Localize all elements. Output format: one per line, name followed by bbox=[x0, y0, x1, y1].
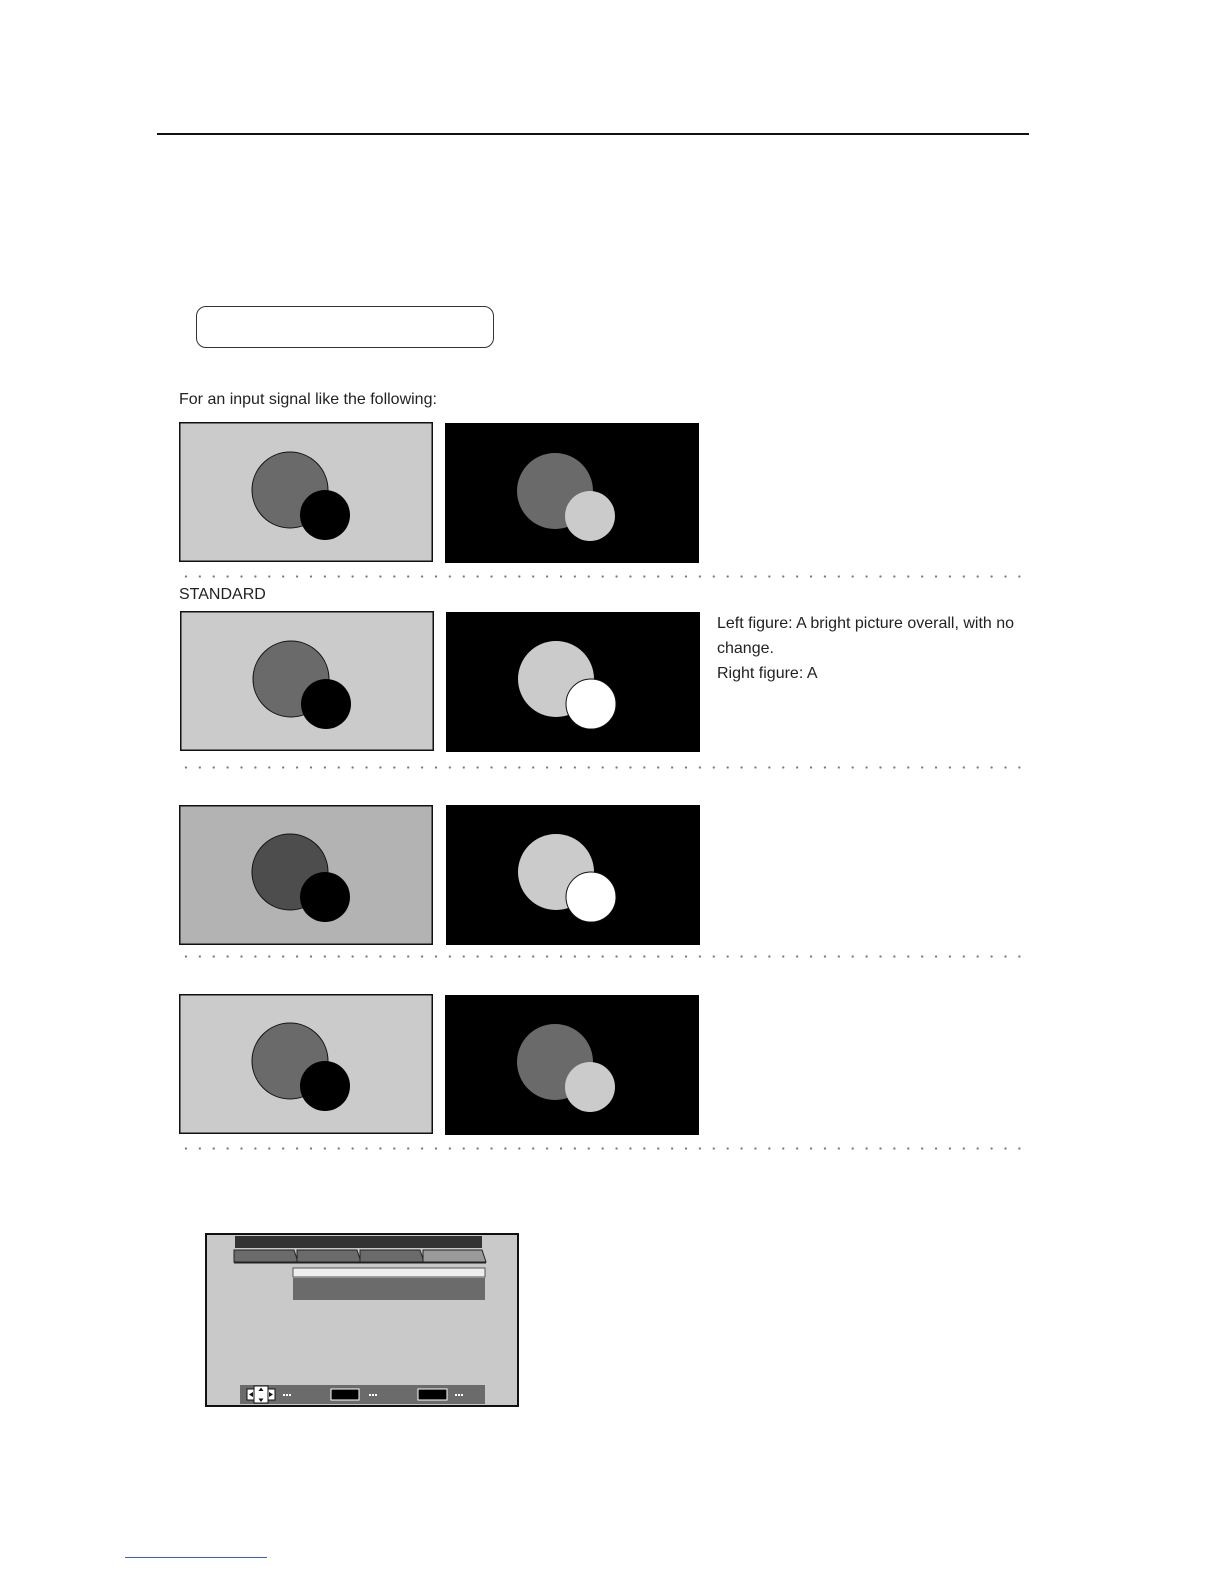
input-dark-picture bbox=[445, 423, 699, 563]
standard-bright-picture bbox=[180, 611, 434, 751]
osd-bottom-bar bbox=[240, 1385, 485, 1404]
heading-label-box bbox=[196, 306, 494, 348]
osd-row-highlight bbox=[293, 1268, 485, 1277]
standard-description bbox=[717, 611, 1037, 686]
footer-link-underline[interactable] bbox=[125, 1557, 267, 1558]
dotted-separator bbox=[179, 1147, 1031, 1150]
description-line: Left figure: A bright picture overall, with no bbox=[717, 615, 1015, 632]
osd-menu-screen bbox=[205, 1233, 519, 1407]
standard-dark-picture bbox=[446, 612, 700, 752]
osd-tabs bbox=[234, 1250, 486, 1262]
intro-text: For an input signal like the following: bbox=[179, 391, 437, 408]
mode3-dark-picture bbox=[445, 995, 699, 1135]
top-rule bbox=[157, 133, 1029, 135]
osd-row-selected bbox=[293, 1278, 485, 1300]
mode2-bright-picture bbox=[179, 805, 433, 945]
description-line: change. bbox=[717, 640, 774, 657]
arrow-keys-icon bbox=[247, 1386, 275, 1403]
osd-button-key-2 bbox=[418, 1389, 447, 1400]
osd-title-bar bbox=[235, 1236, 482, 1248]
section-label-standard: STANDARD bbox=[179, 586, 266, 603]
input-bright-picture bbox=[179, 422, 433, 562]
dotted-separator bbox=[179, 955, 1031, 958]
mode3-bright-picture bbox=[179, 994, 433, 1134]
description-line: Right figure: A bbox=[717, 665, 818, 682]
mode2-dark-picture bbox=[446, 805, 700, 945]
dotted-separator bbox=[179, 575, 1031, 578]
dotted-separator bbox=[179, 766, 1031, 769]
osd-button-key-1 bbox=[331, 1389, 359, 1400]
